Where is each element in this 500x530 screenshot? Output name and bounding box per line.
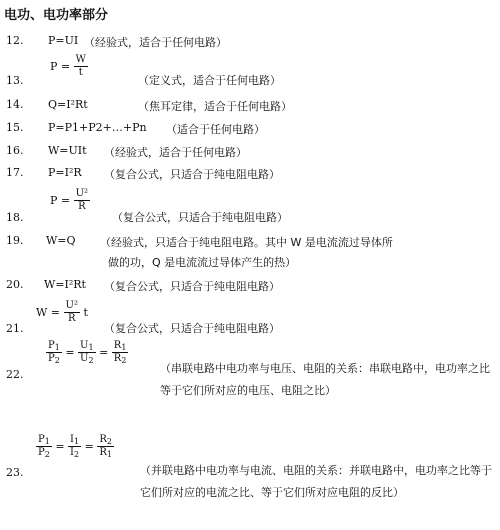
description: （焦耳定律，适合于任何电路） xyxy=(138,100,292,113)
denominator: R xyxy=(78,200,86,212)
item-number: 16. xyxy=(6,144,24,157)
formula xyxy=(36,300,88,324)
item-number: 19. xyxy=(6,234,24,247)
description: （复合公式，只适合于纯电阻电路） xyxy=(112,211,288,224)
formula xyxy=(50,188,90,212)
formula: P=I²R xyxy=(48,166,82,179)
formula: Q=I²Rt xyxy=(48,98,88,111)
fraction xyxy=(74,188,90,212)
formula: W=UIt xyxy=(48,144,87,157)
item-number: 17. xyxy=(6,166,24,179)
formula-lhs: P = xyxy=(50,59,71,73)
formula-power-ratio-parallel: $\frac{P_1}{P_2}$ = $\frac{I_1}{I_2}$ = $\frac{R_2}{R_1}$ xyxy=(38,434,112,460)
formula xyxy=(50,54,88,78)
numerator: U² xyxy=(75,188,89,199)
item-number: 22. xyxy=(6,368,24,381)
formula: P=P1+P2+…+Pn xyxy=(48,121,147,134)
item-number: 13. xyxy=(6,74,24,87)
item-number: 21. xyxy=(6,322,24,335)
formula: W=I²Rt xyxy=(44,278,86,291)
formula-rhs: t xyxy=(83,305,88,319)
description: （定义式，适合于任何电路） xyxy=(138,74,281,87)
description: （适合于任何电路） xyxy=(166,123,265,136)
description-line-1: （经验式，只适合于纯电阻电路。其中 W 是电流流过导体所 xyxy=(100,236,393,249)
denominator: t xyxy=(78,66,83,78)
formula-lhs: W = xyxy=(36,305,61,319)
description: （经验式，适合于任何电路） xyxy=(84,36,227,49)
numerator: U² xyxy=(65,300,78,311)
description: （经验式，适合于任何电路） xyxy=(104,146,247,159)
description: （并联电路中电功率与电流、电阻的关系：并联电路中，电功率之比等于它们所对应的电流之比、等于它们所对应电阻的反比） xyxy=(140,464,492,499)
description-line-2: 做的功，Q 是电流流过导体产生的热） xyxy=(108,256,297,269)
fraction xyxy=(74,54,88,78)
description: （串联电路中电功率与电压、电阻的关系：串联电路中，电功率之比等于它们所对应的电压、电阻之比） xyxy=(160,362,490,397)
item-number: 12. xyxy=(6,34,24,47)
item-number: 20. xyxy=(6,278,24,291)
item-number: 23. xyxy=(6,466,24,479)
description: （复合公式，只适合于纯电阻电路） xyxy=(104,322,280,335)
denominator: R xyxy=(67,312,76,324)
item-number: 18. xyxy=(6,211,24,224)
formula-power-ratio-series: $\frac{P_1}{P_2}$ = $\frac{U_1}{U_2}$ = $\frac{R_1}{R_2}$ xyxy=(48,340,127,366)
description: （复合公式，只适合于纯电阻电路） xyxy=(104,280,280,293)
item-number: 15. xyxy=(6,121,24,134)
formula-lhs: P = xyxy=(50,193,71,207)
numerator: W xyxy=(75,54,86,65)
formula: W=Q xyxy=(46,234,76,247)
fraction xyxy=(64,300,80,324)
description: （复合公式，只适合于纯电阻电路） xyxy=(104,168,280,181)
formula: P=UI xyxy=(48,34,79,47)
item-number: 14. xyxy=(6,98,24,111)
section-title: 电功、电功率部分 xyxy=(4,8,109,23)
